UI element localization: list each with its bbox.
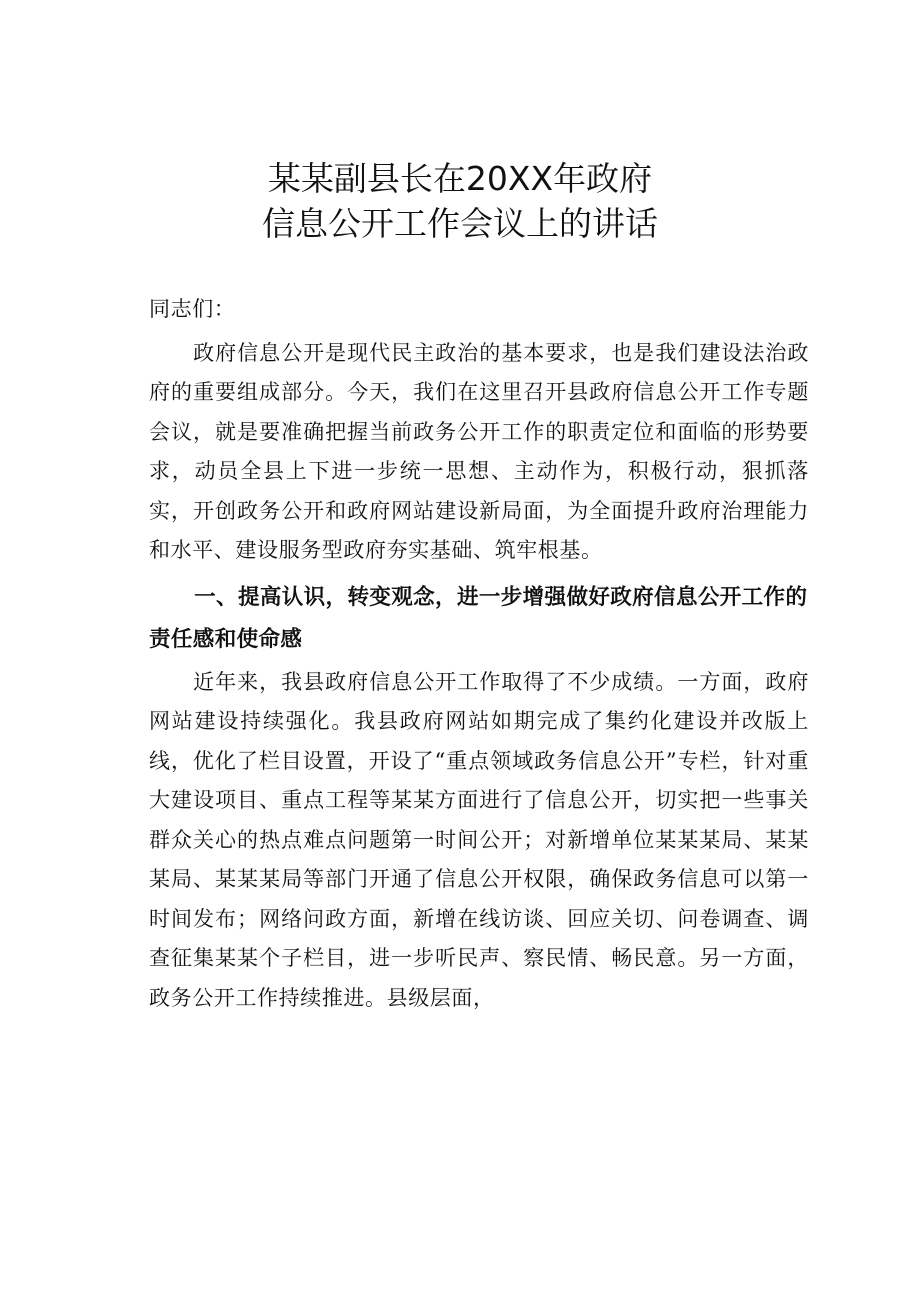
paragraph-intro: 政府信息公开是现代民主政治的基本要求，也是我们建设法治政府的重要组成部分。今天，我们在这里召开县政府信息公开工作专题会议，就是要准确把握当前政务公开工作的职责定位和面临的形势要求，动员全县上下进一步统一思想、主动作为，积极行动，狠抓落实，开创政务公开和政府网站建设新局面，为全面提升政府治理能力和水平、建设服务型政府夯实基础、筑牢根基。 <box>149 340 809 562</box>
document-body <box>149 290 809 1018</box>
title-line-1: 某某副县长在20XX年政府 <box>267 159 653 198</box>
section-heading-1: 一、提高认识，转变观念，进一步增强做好政府信息公开工作的责任感和使命感 <box>149 584 808 652</box>
salutation: 同志们： <box>149 297 236 321</box>
paragraph-section-1: 近年来，我县政府信息公开工作取得了不少成绩。一方面，政府网站建设持续强化。我县政府网站如期完成了集约化建设并改版上线，优化了栏目设置，开设了“重点领域政务信息公开”专栏，针对重大建设项目、重点工程等某某方面进行了信息公开，切实把一些事关群众关心的热点难点问题第一时间公开；对新增单位某某某局、某某某局、某某某局等部门开通了信息公开权限，确保政务信息可以第一时间发布；网络问政方面，新增在线访谈、回应关切、问卷调查、调查征集某某个子栏目，进一步听民声、察民情、畅民意。另一方面，政务公开工作持续推进。县级层面， <box>149 669 809 1010</box>
document-title <box>0 156 920 246</box>
title-line-2: 信息公开工作会议上的讲话 <box>262 204 658 243</box>
